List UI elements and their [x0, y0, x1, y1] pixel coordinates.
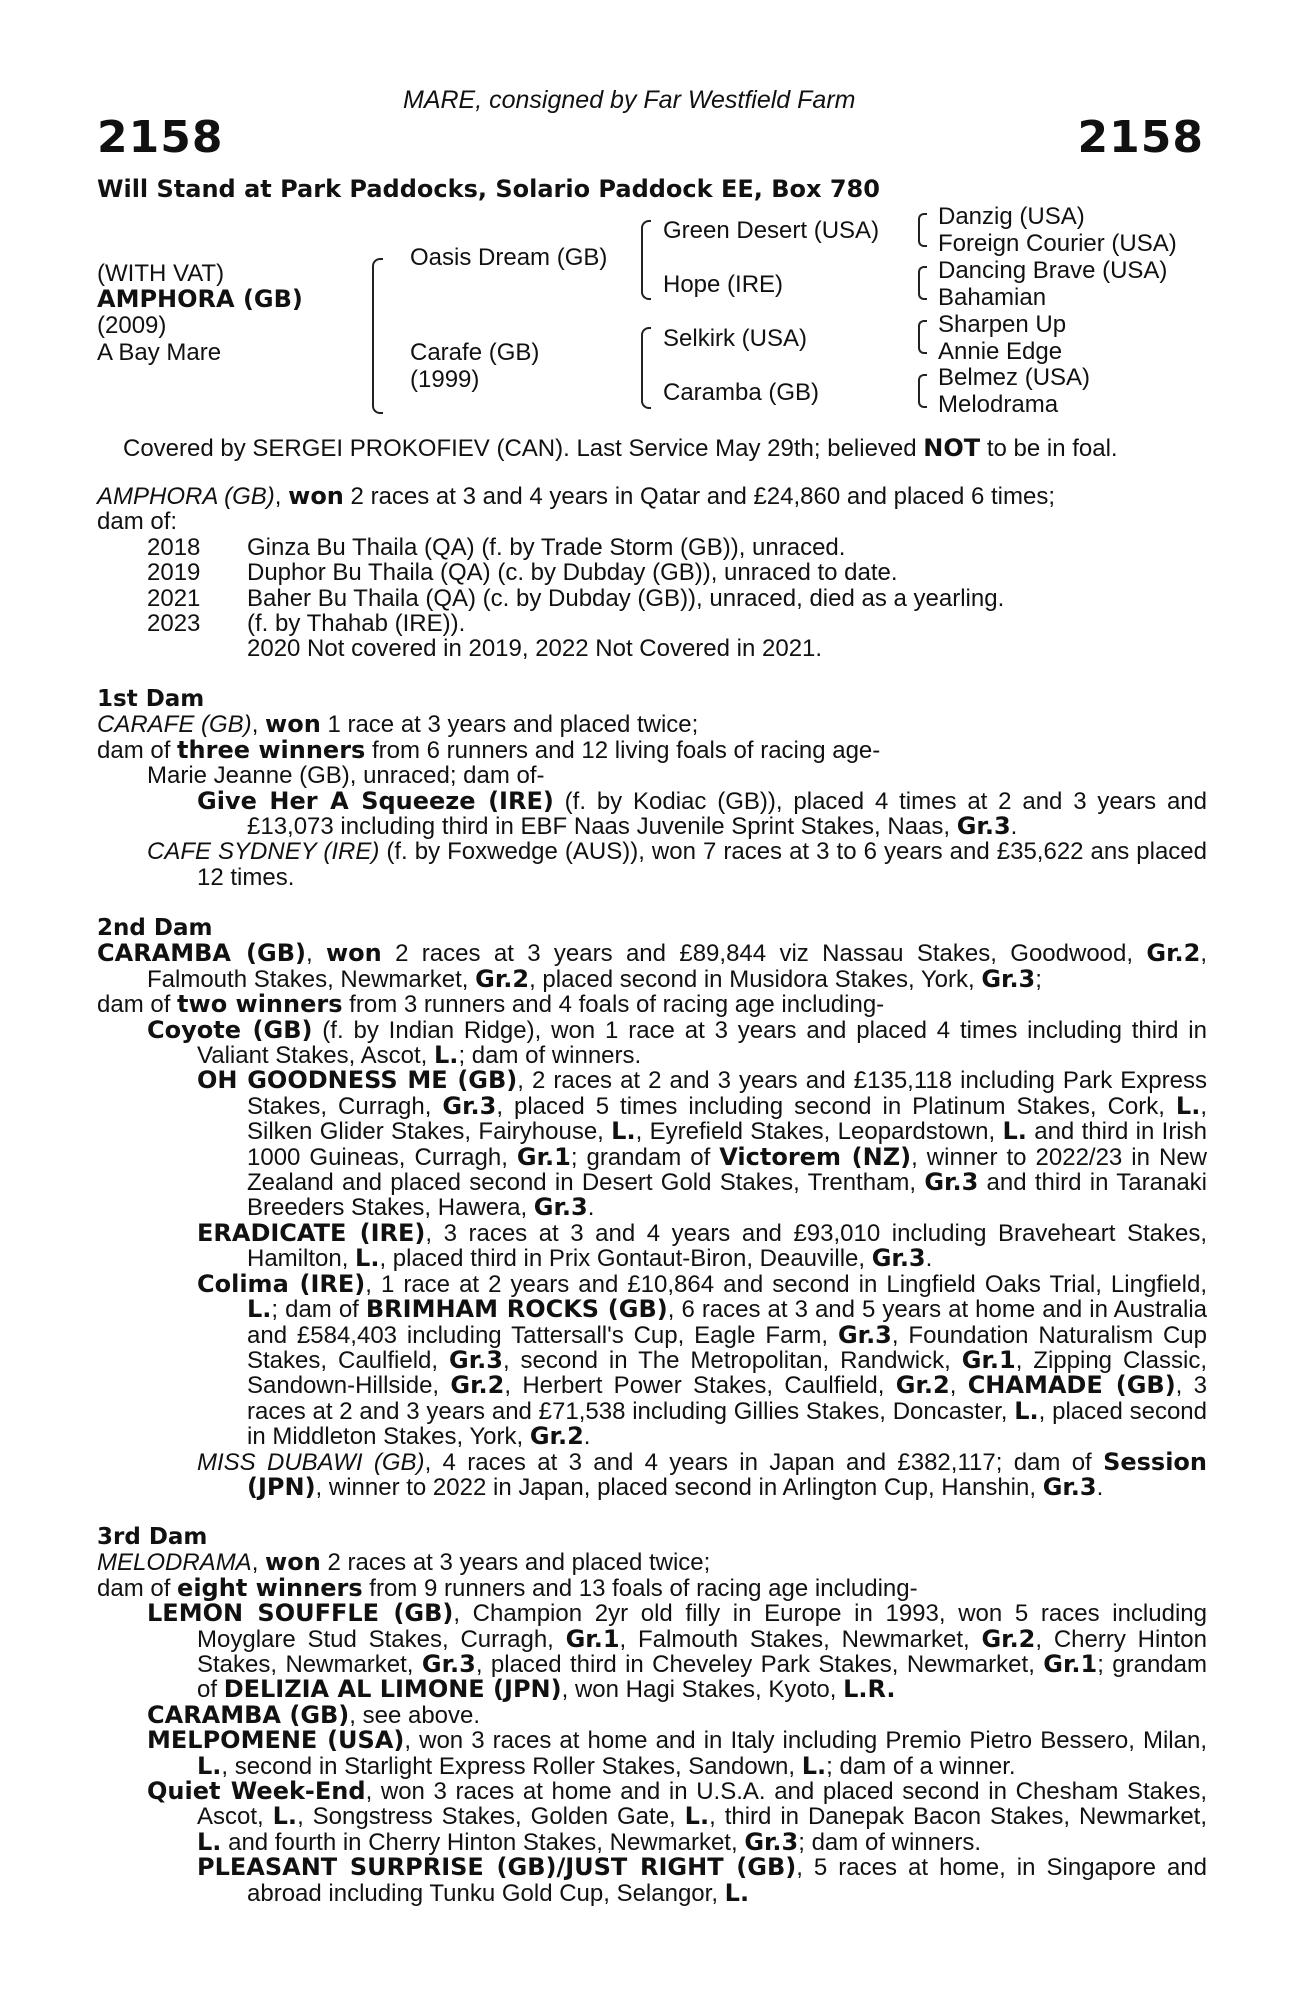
- covered-statement: [123, 436, 1118, 461]
- first-dam-produce: dam of three winners from 6 runners and 12 living foals of racing age-: [97, 735, 881, 764]
- horse-year: (2009): [97, 312, 167, 339]
- produce-record: [97, 484, 1207, 662]
- sire-sire-dam: Foreign Courier (USA): [938, 230, 1177, 257]
- horse-description: A Bay Mare: [97, 339, 222, 366]
- produce-dam-of: dam of:: [97, 508, 178, 536]
- sire-dam-dam: Bahamian: [938, 284, 1047, 311]
- stand-location: Will Stand at Park Paddocks, Solario Paddock EE, Box 780: [97, 175, 880, 203]
- dam-dam: Caramba (GB): [663, 379, 820, 406]
- lot-number-right: 2158: [1077, 112, 1204, 163]
- first-dam-grandfoal: Give Her A Squeeze (IRE) (f. by Kodiac (GB)), placed 4 times at 2 and 3 years and £13,073 including third in EBF Naas Juvenile Sprint Stakes, Naas, Gr.3.: [197, 786, 1207, 841]
- covered-pre: Covered by SERGEI PROKOFIEV (CAN). Last Service May 29th; believed: [123, 435, 924, 462]
- first-dam-foal: Marie Jeanne (GB), unraced; dam of-: [147, 762, 545, 790]
- dam-dam-dam: Melodrama: [938, 391, 1059, 418]
- covered-post: to be in foal.: [980, 435, 1118, 462]
- pedigree-brace-sire: [641, 220, 651, 300]
- sire-dam: Hope (IRE): [663, 271, 784, 298]
- sire-sire: Green Desert (USA): [663, 217, 880, 244]
- foal-row: 2021 Baher Bu Thaila (QA) (c. by Dubday (GB)), unraced, died as a yearling.: [147, 584, 1005, 612]
- first-dam-heading: 1st Dam: [97, 686, 205, 712]
- second-dam-heading: 2nd Dam: [97, 915, 213, 941]
- sire-dam-sire: Dancing Brave (USA): [938, 257, 1168, 284]
- produce-intro: AMPHORA (GB), won 2 races at 3 and 4 years in Qatar and £24,860 and placed 6 times;: [97, 482, 1056, 510]
- third-dam-foal: Quiet Week-End, won 3 races at home and in U.S.A. and placed second in Chesham Stakes, Ascot, L., Songstress Stakes, Golden Gate, L., third in Danepak Bacon Stakes, Newmarket, L. and fourth in Cherry Hinton Stakes, Newmarket, Gr.3; dam of winners.: [147, 1777, 1208, 1856]
- dam-year: (1999): [410, 366, 480, 393]
- third-dam-heading: 3rd Dam: [97, 1524, 208, 1550]
- third-dam-foal: CARAMBA (GB), see above.: [147, 1700, 481, 1729]
- second-dam-section: [97, 916, 1207, 1500]
- second-dam-record: CARAMBA (GB), won 2 races at 3 years and £89,844 viz Nassau Stakes, Goodwood, Gr.2, Falmouth Stakes, Newmarket, Gr.2, placed second in Musidora Stakes, York, Gr.3;: [97, 939, 1207, 993]
- pedigree-brace-main: [372, 258, 383, 414]
- second-dam-grandfoal: ERADICATE (IRE), 3 races at 3 and 4 years and £93,010 including Braveheart Stakes, Hamilton, L., placed third in Prix Gontaut-Biron, Deauville, Gr.3.: [197, 1218, 1207, 1273]
- third-dam-foal: MELPOMENE (USA), won 3 races at home and in Italy including Premio Pietro Bessero, Milan, L., second in Starlight Express Roller Stakes, Sandown, L.; dam of a winner.: [147, 1726, 1207, 1780]
- sire-sire-sire: Danzig (USA): [938, 203, 1085, 230]
- dam-sire-dam: Annie Edge: [938, 338, 1063, 365]
- first-dam-section: [97, 687, 1207, 890]
- pedigree-brace-5: [918, 266, 927, 300]
- dam-sire-sire: Sharpen Up: [938, 311, 1067, 338]
- first-dam-record: CARAFE (GB), won 1 race at 3 years and placed twice;: [97, 710, 699, 739]
- pedigree-brace-6: [918, 320, 927, 354]
- foal-row: 2018 Ginza Bu Thaila (QA) (f. by Trade Storm (GB)), unraced.: [147, 533, 846, 561]
- horse-name: AMPHORA (GB): [97, 285, 303, 313]
- lot-number-left: 2158: [97, 112, 224, 163]
- consignor-line: MARE, consigned by Far Westfield Farm: [403, 86, 856, 114]
- first-dam-foal: CAFE SYDNEY (IRE) (f. by Foxwedge (AUS)), won 7 races at 3 to 6 years and £35,622 ans placed 12 times.: [147, 838, 1207, 891]
- foal-row: 2023 (f. by Thahab (IRE)).: [147, 610, 466, 638]
- dam-dam-sire: Belmez (USA): [938, 364, 1091, 391]
- pedigree-brace-dam: [641, 327, 651, 409]
- third-dam-foal: LEMON SOUFFLE (GB), Champion 2yr old filly in Europe in 1993, won 5 races including Moyglare Stud Stakes, Curragh, Gr.1, Falmouth Stakes, Newmarket, Gr.2, Cherry Hinton Stakes, Newmarket, Gr.3, placed third in Cheveley Park Stakes, Newmarket, Gr.1; grandam of DELIZIA AL LIMONE (JPN), won Hagi Stakes, Kyoto, L.R.: [147, 1599, 1208, 1704]
- second-dam-grandfoal: MISS DUBAWI (GB), 4 races at 3 and 4 years in Japan and £382,117; dam of Session (JPN), winner to 2022 in Japan, placed second in Arlington Cup, Hanshin, Gr.3.: [197, 1447, 1207, 1501]
- covered-not: NOT: [923, 434, 981, 462]
- second-dam-grandfoal: OH GOODNESS ME (GB), 2 races at 2 and 3 years and £135,118 including Park Express Stakes, Curragh, Gr.3, placed 5 times including second in Platinum Stakes, Cork, L., Silken Glider Stakes, Fairyhouse, L., Eyrefield Stakes, Leopardstown, L. and third in Irish 1000 Guineas, Curragh, Gr.1; grandam of Victorem (NZ), winner to 2022/23 in New Zealand and placed second in Desert Gold Stakes, Trentham, Gr.3 and third in Taranaki Breeders Stakes, Hawera, Gr.3.: [197, 1066, 1207, 1222]
- dam-sire: Selkirk (USA): [663, 325, 808, 352]
- dam: Carafe (GB): [410, 339, 540, 366]
- third-dam-grandfoal: PLEASANT SURPRISE (GB)/JUST RIGHT (GB), 5 races at home, in Singapore and abroad including Tunku Gold Cup, Selangor, L.: [197, 1853, 1207, 1907]
- vat-note: (WITH VAT): [97, 260, 225, 287]
- pedigree-brace-7: [918, 374, 927, 408]
- sire: Oasis Dream (GB): [410, 244, 608, 271]
- second-dam-grandfoal: Colima (IRE), 1 race at 2 years and £10,864 and second in Lingfield Oaks Trial, Lingfield, L.; dam of BRIMHAM ROCKS (GB), 6 races at 3 and 5 years at home and in Australia and £584,403 including Tattersall's Cup, Eagle Farm, Gr.3, Foundation Naturalism Cup Stakes, Caulfield, Gr.3, second in The Metropolitan, Randwick, Gr.1, Zipping Classic, Sandown-Hillside, Gr.2, Herbert Power Stakes, Caulfield, Gr.2, CHAMADE (GB), 3 races at 2 and 3 years and £71,538 including Gillies Stakes, Doncaster, L., placed second in Middleton Stakes, York, Gr.2.: [197, 1269, 1208, 1451]
- foal-row: 2019 Duphor Bu Thaila (QA) (c. by Dubday (GB)), unraced to date.: [147, 559, 898, 587]
- produce-note: 2020 Not covered in 2019, 2022 Not Covered in 2021.: [247, 635, 823, 663]
- pedigree-brace-4: [918, 213, 927, 247]
- third-dam-record: MELODRAMA, won 2 races at 3 years and placed twice;: [97, 1548, 711, 1577]
- second-dam-produce: dam of two winners from 3 runners and 4 foals of racing age including-: [97, 990, 885, 1019]
- third-dam-produce: dam of eight winners from 9 runners and 13 foals of racing age including-: [97, 1573, 918, 1602]
- third-dam-section: [97, 1525, 1207, 1906]
- second-dam-foal: Coyote (GB) (f. by Indian Ridge), won 1 race at 3 years and placed 4 times including third in Valiant Stakes, Ascot, L.; dam of winners.: [147, 1015, 1207, 1070]
